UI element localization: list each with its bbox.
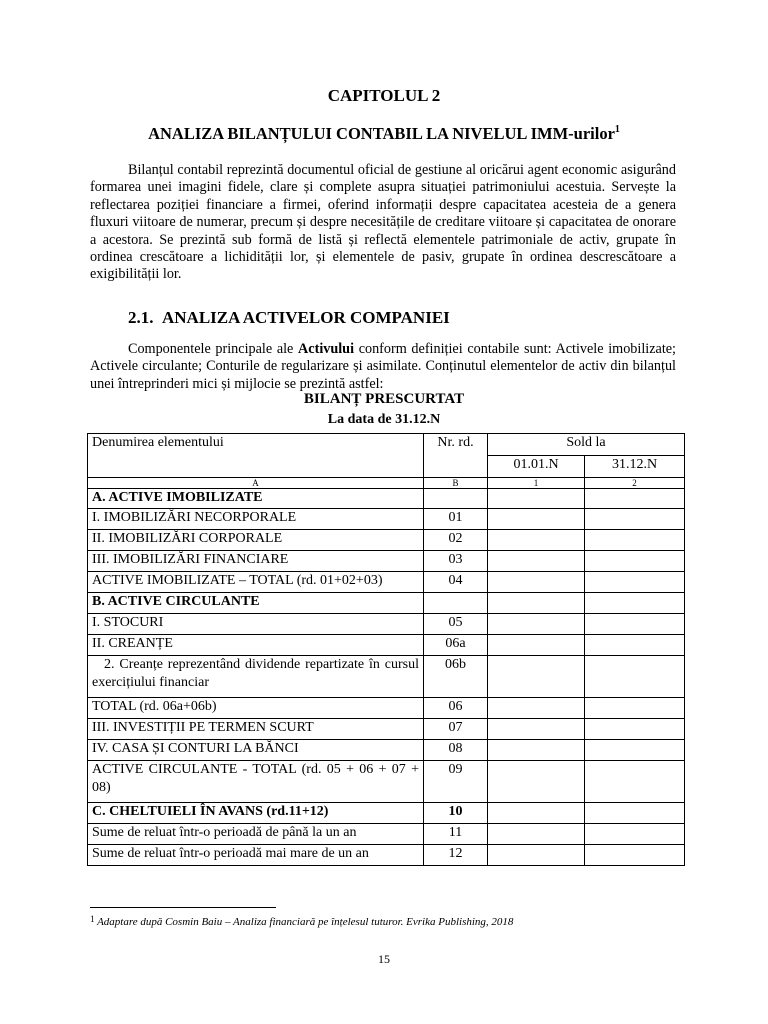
table-row xyxy=(88,614,685,635)
table-row xyxy=(88,719,685,740)
row-name: IV. CASA ȘI CONTURI LA BĂNCI xyxy=(88,740,424,761)
row-name: III. INVESTIȚII PE TERMEN SCURT xyxy=(88,719,424,740)
header-sold: Sold la xyxy=(488,434,685,456)
footnote-divider xyxy=(90,907,276,908)
footnote xyxy=(90,914,513,928)
value-end-cell xyxy=(585,551,685,572)
table-row xyxy=(88,824,685,845)
value-end-cell xyxy=(585,509,685,530)
header-row-number: Nr. rd. xyxy=(424,434,488,478)
row-number: 12 xyxy=(424,845,488,866)
letter-cell: A xyxy=(88,478,424,489)
value-end-cell xyxy=(585,489,685,509)
value-end-cell xyxy=(585,719,685,740)
table-row xyxy=(88,635,685,656)
row-name: A. ACTIVE IMOBILIZATE xyxy=(88,489,424,509)
value-end-cell xyxy=(585,593,685,614)
row-number: 05 xyxy=(424,614,488,635)
table-header-row xyxy=(88,434,685,456)
value-start-cell xyxy=(488,824,585,845)
value-start-cell xyxy=(488,509,585,530)
row-name: II. CREANȚE xyxy=(88,635,424,656)
table-letter-row xyxy=(88,478,685,489)
table-body xyxy=(88,489,685,866)
value-start-cell xyxy=(488,698,585,719)
value-start-cell xyxy=(488,572,585,593)
value-end-cell xyxy=(585,761,685,803)
section-paragraph xyxy=(90,341,676,393)
value-end-cell xyxy=(585,656,685,698)
table-row xyxy=(88,551,685,572)
value-start-cell xyxy=(488,656,585,698)
table-row xyxy=(88,845,685,866)
chapter-title xyxy=(0,124,768,144)
row-name: II. IMOBILIZĂRI CORPORALE xyxy=(88,530,424,551)
row-number: 07 xyxy=(424,719,488,740)
value-start-cell xyxy=(488,803,585,824)
section-paragraph-after: conform definiției contabile sunt: Activele imobilizate; Activele circulante; Conturile de regularizare și asimilate. Conținutul elementelor de activ din bilanțul unei întreprinderi mici și mijlocie se prezintă astfel: xyxy=(90,341,676,392)
value-end-cell xyxy=(585,572,685,593)
value-start-cell xyxy=(488,530,585,551)
value-end-cell xyxy=(585,824,685,845)
row-name: C. CHELTUIELI ÎN AVANS (rd.11+12) xyxy=(88,803,424,824)
table-row xyxy=(88,698,685,719)
row-number: 04 xyxy=(424,572,488,593)
table-row xyxy=(88,740,685,761)
value-end-cell xyxy=(585,845,685,866)
row-number: 06a xyxy=(424,635,488,656)
value-end-cell xyxy=(585,740,685,761)
value-start-cell xyxy=(488,593,585,614)
row-name: TOTAL (rd. 06a+06b) xyxy=(88,698,424,719)
letter-cell: 1 xyxy=(488,478,585,489)
row-name: 2. Creanțe reprezentând dividende repartizate în cursul exercițiului financiar xyxy=(88,656,424,698)
table-row xyxy=(88,530,685,551)
table-subtitle: La data de 31.12.N xyxy=(327,412,441,427)
section-number: 2.1. xyxy=(128,308,154,327)
intro-paragraph: Bilanțul contabil reprezintă documentul oficial de gestiune al oricărui agent economic asigurând formarea unei imagini fidele, clare și complete asupra situației patrimoniului acestuia. Servește la reflectarea poziției financiare a firmei, oferind informații despre capacitatea acesteia de a genera fluxuri viitoare de numerar, precum și despre necesitățile de creditare viitoare și capacitatea de onorare a acestora. Se prezintă sub formă de listă și reflectă elementele patrimoniale de activ, grupate în ordinea crescătoare a lichidității lor, și elementele de pasiv, grupate în ordinea descrescătoare a exigibilității lor. xyxy=(90,162,676,283)
value-start-cell xyxy=(488,719,585,740)
row-number: 01 xyxy=(424,509,488,530)
footnote-text: Adaptare după Cosmin Baiu – Analiza financiară pe înțelesul tuturor. Evrika Publishing, 2018 xyxy=(97,916,514,928)
value-end-cell xyxy=(585,698,685,719)
row-number: 06 xyxy=(424,698,488,719)
page-number: 15 xyxy=(378,952,390,966)
letter-cell: 2 xyxy=(585,478,685,489)
value-end-cell xyxy=(585,803,685,824)
row-name: I. IMOBILIZĂRI NECORPORALE xyxy=(88,509,424,530)
table-row xyxy=(88,509,685,530)
section-paragraph-before: Componentele principale ale xyxy=(128,341,299,357)
table-row xyxy=(88,761,685,803)
row-name: Sume de reluat într-o perioadă mai mare de un an xyxy=(88,845,424,866)
section-paragraph-bold: Activului xyxy=(298,341,355,357)
header-date-end: 31.12.N xyxy=(585,456,685,478)
value-end-cell xyxy=(585,530,685,551)
section-heading xyxy=(128,308,450,328)
header-element-name: Denumirea elementului xyxy=(88,434,424,478)
table-row xyxy=(88,803,685,824)
value-start-cell xyxy=(488,551,585,572)
table-title: BILANȚ PRESCURTAT xyxy=(303,391,465,407)
value-start-cell xyxy=(488,614,585,635)
chapter-title-text: ANALIZA BILANȚULUI CONTABIL LA NIVELUL IMM-urilor xyxy=(148,124,615,143)
footnote-reference[interactable]: 1 xyxy=(614,124,620,135)
value-start-cell xyxy=(488,489,585,509)
table-row xyxy=(88,572,685,593)
table-row xyxy=(88,489,685,509)
value-end-cell xyxy=(585,635,685,656)
row-name: Sume de reluat într-o perioadă de până la un an xyxy=(88,824,424,845)
value-start-cell xyxy=(488,635,585,656)
value-start-cell xyxy=(488,740,585,761)
row-number: 11 xyxy=(424,824,488,845)
balance-sheet-table xyxy=(87,433,685,866)
row-name: III. IMOBILIZĂRI FINANCIARE xyxy=(88,551,424,572)
value-start-cell xyxy=(488,761,585,803)
table-row xyxy=(88,593,685,614)
row-number: 02 xyxy=(424,530,488,551)
footnote-number: 1 xyxy=(90,914,95,924)
row-number: 09 xyxy=(424,761,488,803)
row-number: 03 xyxy=(424,551,488,572)
section-title: ANALIZA ACTIVELOR COMPANIEI xyxy=(162,308,450,327)
table-row xyxy=(88,656,685,698)
row-name: I. STOCURI xyxy=(88,614,424,635)
row-name: B. ACTIVE CIRCULANTE xyxy=(88,593,424,614)
header-date-start: 01.01.N xyxy=(488,456,585,478)
row-name: ACTIVE CIRCULANTE - TOTAL (rd. 05 + 06 + 07 + 08) xyxy=(88,761,424,803)
value-end-cell xyxy=(585,614,685,635)
row-number: 08 xyxy=(424,740,488,761)
value-start-cell xyxy=(488,845,585,866)
chapter-heading: CAPITOLUL 2 xyxy=(327,86,441,105)
row-number xyxy=(424,489,488,509)
row-name: ACTIVE IMOBILIZATE – TOTAL (rd. 01+02+03) xyxy=(88,572,424,593)
letter-cell: B xyxy=(424,478,488,489)
row-number: 06b xyxy=(424,656,488,698)
row-number xyxy=(424,593,488,614)
row-number: 10 xyxy=(424,803,488,824)
